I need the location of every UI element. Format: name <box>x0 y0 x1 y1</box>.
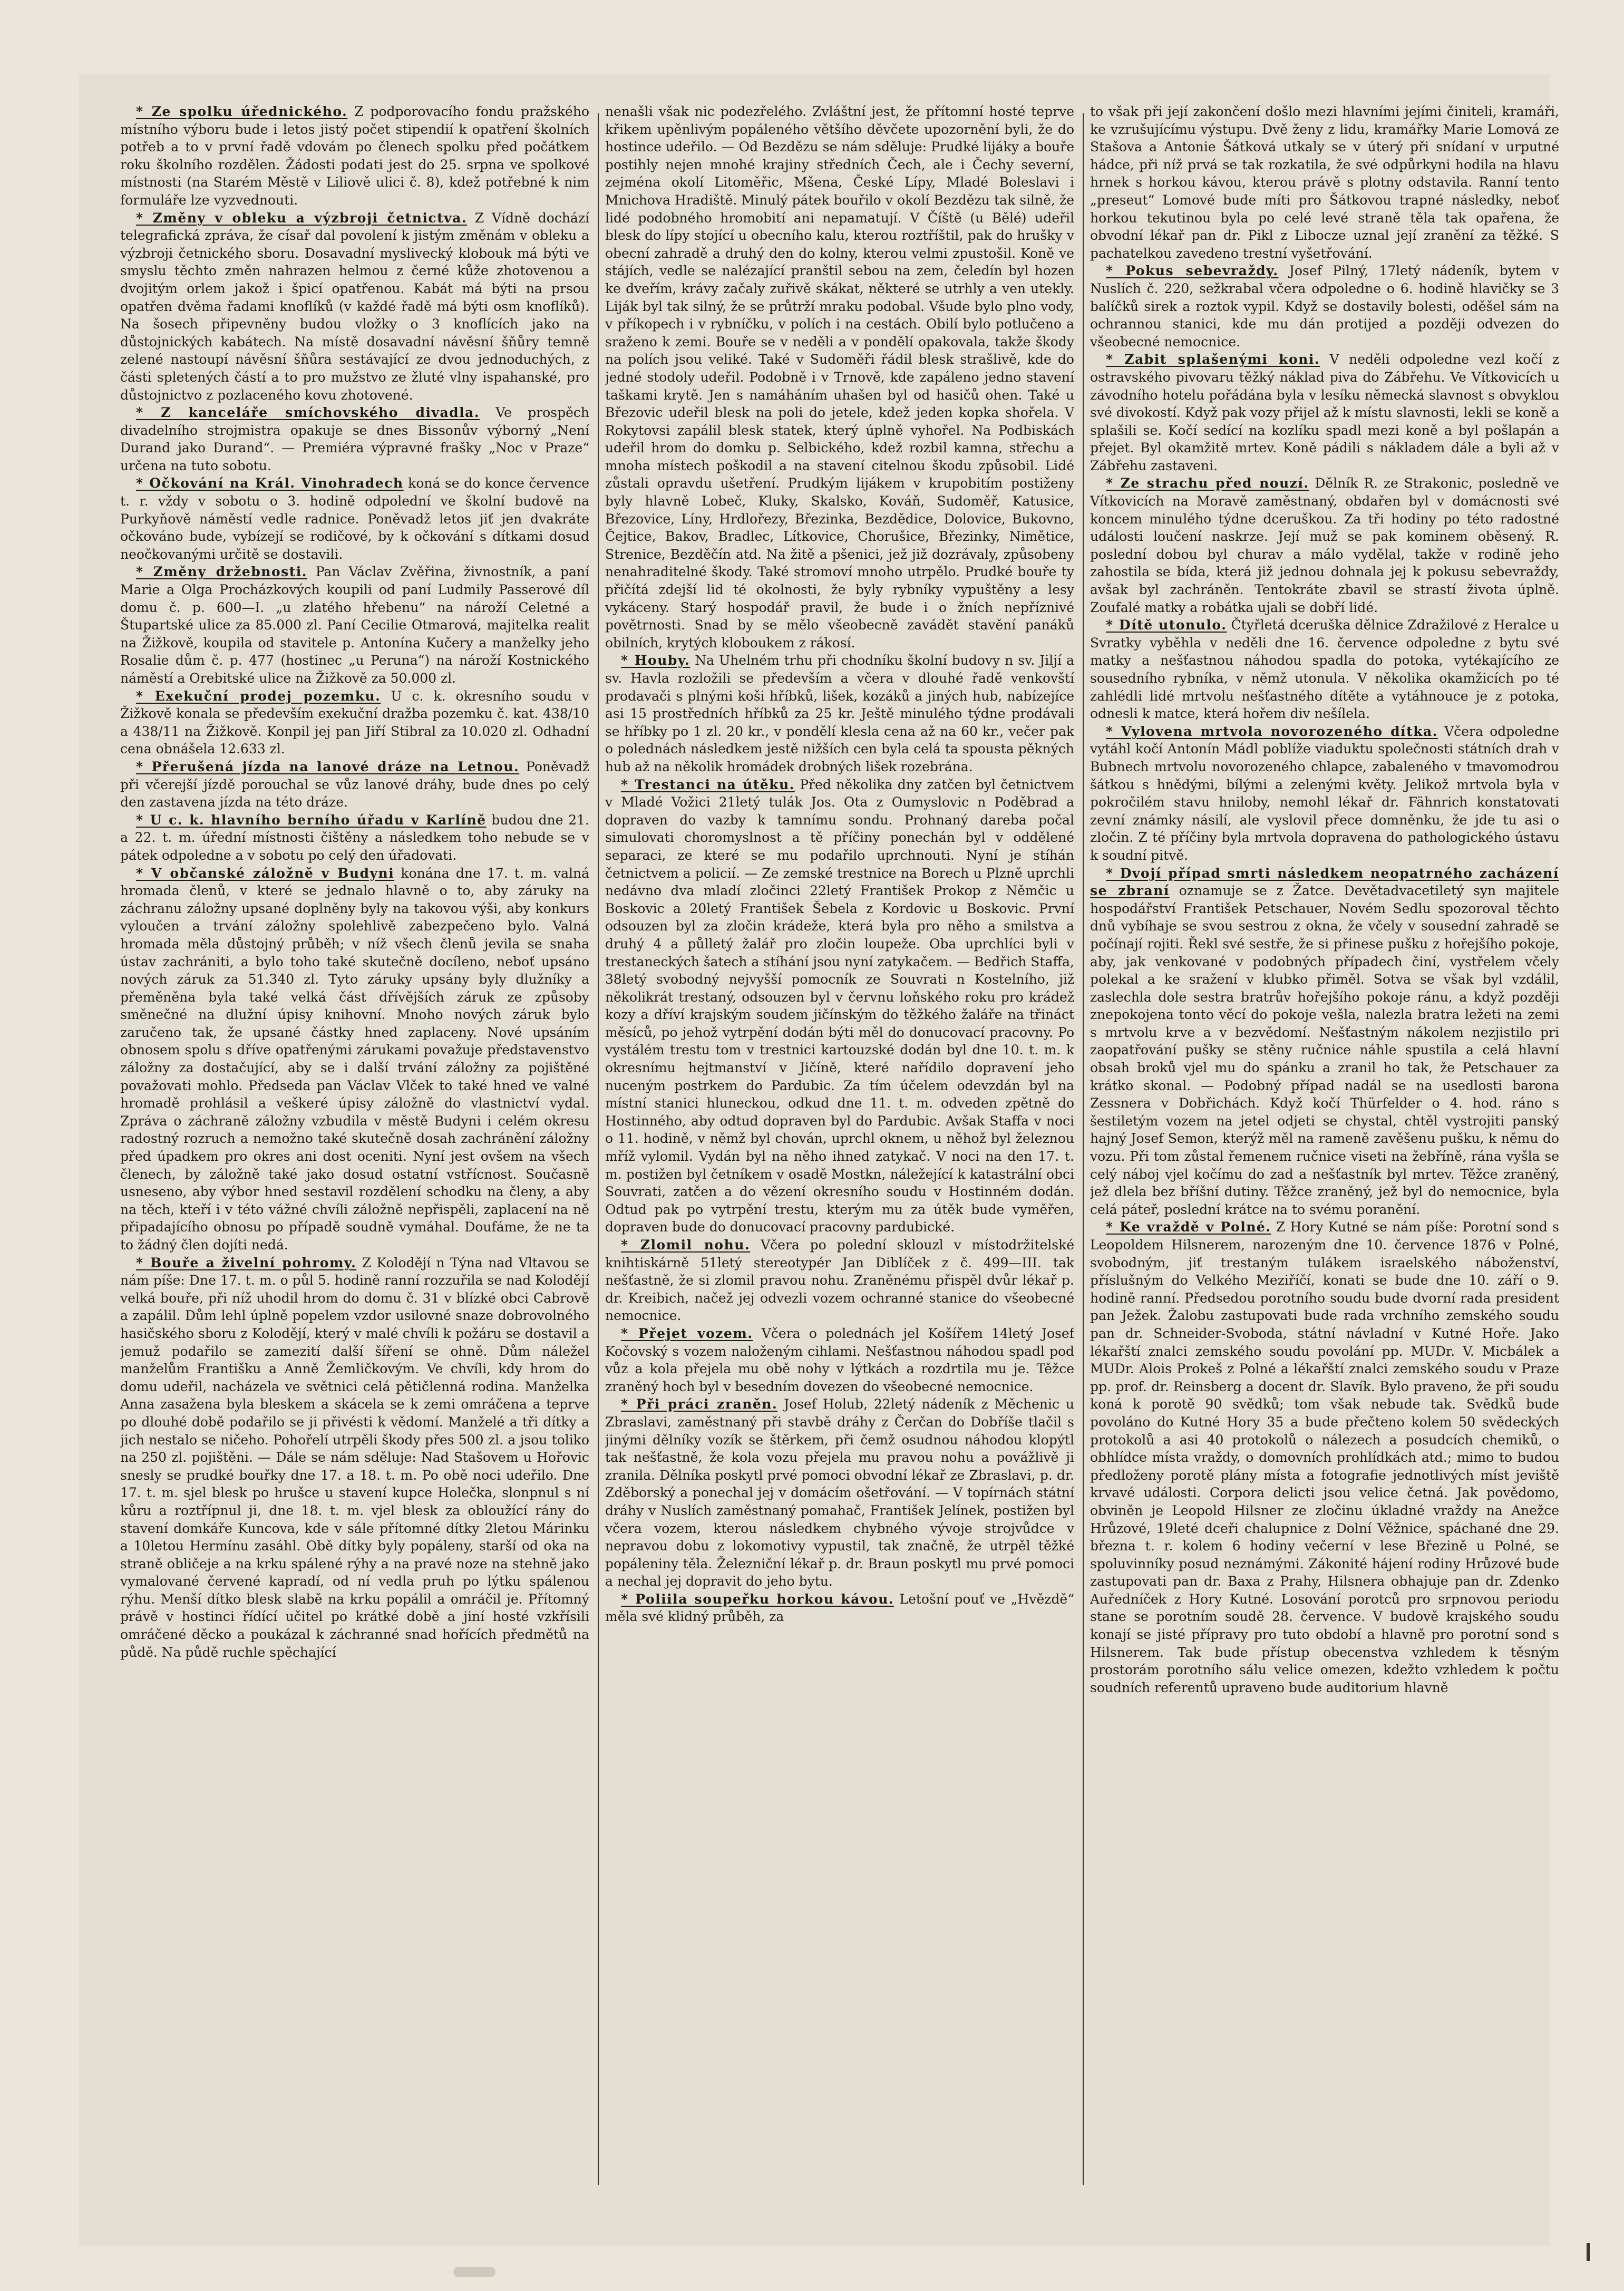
text-column-3 <box>1090 103 1559 2190</box>
article-text: budou dne 21. a 22. t. m. úřední místnosti čištěny a následkem toho nebude se v pátek odpoledne a v sobotu po celý den úřadovati. <box>120 812 589 863</box>
article-headline: * Změny držebnosti. <box>136 564 307 580</box>
article-text: konána dne 17. t. m. valná hromada členů, v které se jednalo hlavně o to, aby záruky na záchranu záložny upsané doplněny byly na takovou výši, aby konkurs vyloučen a trvání záložny spolehlivě zabezpečeno bylo. Valná hromada měla důstojný průběh; v níž všech členů jevila se snaha ústav zachrániti, a bylo toho také skutečně docíleno, neboť upsáno nových záruk za 51.340 zl. Tyto záruky upsány byly dlužníky a přeměněna byla také velká část dřívějších záruk ze způsoby směnečné na dlužní úpisy knihovní. Mnoho nových záruk bylo zaručeno tak, že upsané částky hned zaplaceny. Nové upsáním obnosem spolu s dříve opatřenými zárukami považuje představenstvo záložny za dostačující, aby se i další trvání záložny za pojištěné považovati mohlo. Předseda pan Václav Vlček to také hned ve valné hromadě prohlásil a veškeré úpisy záložně do vlastnictví vydal. Zpráva o záchraně záložny vzbudila v městě Budyni i celém okresu radostný rozruch a nemožno také skutečně dosah zachránění záložny před úpadkem pro okres ani dost oceniti. Nyní jest ovšem na všech členech, by záložně také jako dosud ostatní vstřícnost. Současně usneseno, aby výbor hned sestavil rozdělení schodku na členy, a aby na těch, kteří i v této vážné chvíli záložně nepřispěli, zaplacení na ně připadajícího obnosu po případě soudně vymáhal. Doufáme, že ne ta to žádný člen dojíti nedá. <box>120 865 589 1253</box>
article-headline: * Houby. <box>621 653 691 668</box>
article-text: Josef Holub, 22letý nádeník z Měchenic u Zbraslavi, zaměstnaný při stavbě dráhy z Čerčan do Dobříše tlačil s jinými dělníky vozík se štěrkem, při čemž osudnou náhodou klopýtl tak nešťastně, že kola vozu přejela mu pravou nohu a povážlivě ji zranila. Dělníka poskytl prvé pomoci obvodní lékař ze Zbraslavi, p. dr. Zděborský a ponechal jej v domácím ošetřování. — V topírnách státní dráhy v Nuslích zaměstnaný pomahač, František Jelínek, postižen byl včera vozem, kterou následkem chybného vývoje strojvůdce v nepravou dobu z lokomotivy vypustil, tak značně, že utrpěl těžké popáleniny těla. Železniční lékař p. dr. Braun poskytl mu prvé pomoci a nechal jej dopravit do jeho bytu. <box>605 1396 1074 1589</box>
news-article <box>1090 616 1559 723</box>
article-headline: * Exekuční prodej pozemku. <box>136 688 381 704</box>
news-article <box>605 103 1074 652</box>
news-article <box>1090 723 1559 865</box>
article-headline: * Bouře a živelní pohromy. <box>136 1255 357 1270</box>
article-text: Čtyřletá dceruška dělnice Zdražilové z Heralce u Svratky vyběhla v neděli dne 16. července odpoledne z bytu své matky a nešťastnou náhodou spadla do potoka, vytékajícího ze sousedního rybníka, v němž utonula. V několika okamžicích po té zahlédli lidé mrtvolu nešťastného dítěte a vytáhnouce je z potoka, odnesli k matce, která hořem div nešílela. <box>1090 617 1559 722</box>
article-headline: * Očkování na Král. Vinohradech <box>136 475 404 491</box>
news-article <box>1090 1218 1559 1696</box>
article-headline: * Z kanceláře smíchovského divadla. <box>136 405 480 421</box>
ink-smudge <box>453 2267 495 2277</box>
news-article <box>605 1395 1074 1590</box>
article-headline: * Ze spolku úřednického. <box>136 104 348 119</box>
article-headline: * Přerušená jízda na lanové dráze na Letnou. <box>136 759 520 774</box>
article-headline: * Při práci zraněn. <box>621 1396 778 1412</box>
article-text: koná se do konce července t. r. vždy v sobotu o 3. hodině odpolední ve školní budově na Purkyňově náměstí vedle radnice. Poněvadž letos jiť jen dvakráte očkováno bude, vybízejí se rodičové, by k očkování s dítkami dosud neočkovanými určitě se dostavili. <box>120 475 589 562</box>
article-text: V neděli odpoledne vezl kočí z ostravského pivovaru těžký náklad piva do Zábřehu. Ve Vítkovicích u závodního hotelu pořádána byla v lesíku německá slavnost s obvyklou své divokostí. Když pak vozy přijel až k místu slavnosti, lekli se koně a splašili se. Kočí sedící na kozlíku spadl mezi koně a byl pošlapán a přejet. Byl okamžitě mrtev. Koně pádili s nákladem dále a byli až v Zábřehu zastaveni. <box>1090 352 1559 473</box>
article-text: Ve prospěch divadelního strojmistra opakuje se dnes Bissonův výborný „Není Durand jako Durand“. — Premiéra výpravné frašky „Noc v Praze“ určena na tuto sobotu. <box>120 405 589 473</box>
article-headline: * U c. k. hlavního berního úřadu v Karlíně <box>136 812 487 828</box>
article-text: Z podporovacího fondu pražského místního výboru bude i letos jistý počet stipendií k opatření školních potřeb a to v první řadě vdovám po členech spolku před počátkem roku školního rozdělen. Žádosti podati jest do 25. srpna ve spolkové místnosti (na Starém Městě v Liliově ulici č. 8), kdež potřebné k nim formuláře lze vyzvednouti. <box>120 104 589 208</box>
margin-mark <box>1587 2243 1590 2261</box>
article-text: to však při její zakončení došlo mezi hlavními jejími činiteli, kramáři, ke vzrušujícímu výstupu. Dvě ženy z lidu, kramářky Marie Lomová ze Stašova a Antonie Šátková utkaly se v úterý při snídaní v urputné hádce, při níž prvá se tak rozkatila, že své odpůrkyni hodila na hlavu hrnek s horkou kávou, kterou právě s plotny odstavila. Ranní tento „preseut“ Lomové bude míti pro Šátkovou trapné následky, neboť horkou tekutinou byla po celé levé straně těla tak opařena, že obvodní lékař pan dr. Pikl z Libocze uznal její zranění za těžké. S pachatelkou zavedeno trestní vyšetřování. <box>1090 104 1559 261</box>
article-headline: * Zlomil nohu. <box>621 1237 751 1253</box>
article-text: Josef Pilný, 17letý nádeník, bytem v Nuslích č. 220, sežkrabal včera odpoledne o 6. hodině hlavičky se 3 balíčků sirek a roztok vypil. Když se dostavily bolesti, oděšel sám na ochrannou stanici, kde mu dán protijed a později odvezen do všeobecné nemocnice. <box>1090 263 1559 350</box>
article-text: oznamuje se z Žatce. Devětadvacetiletý syn majitele hospodářství František Petschauer, Novém Sedlu spozoroval těchto dnů vybíhaje se svou sestrou z okna, že včely v sousední zahradě se počínají rojiti. Řekl své sestře, že si přinese pušku z hořejšího pokoje, aby, jak venkované v podobných případech činí, vystřelem včely polekal a ke sražení v klubko přiměl. Sotva se však byl vzdálil, zaslechla dole sestra bratrův hořejšího pokoje ránu, a když později znepokojena tonto věcí do pokoje vešla, nalezla bratra ležeti na zemi s mrtvolu krve a v bezvědomí. Nešťastným nákolem nezjistilo pri zaopatřování pušky se stěny ručnice náhle spustila a celá hlavní obsah broků vjel mu do spánku a zranil ho tak, že Petschauer za krátko skonal. — Podobný případ nadál se na usedlosti barona Zessnera v Dobřichách. Když kočí Thürfelder o 4. hod. ráno s šestiletým vozem na jetel odjeti se chystal, chtěl vystrojiti panský hajný Josef Semon, kterýž měl na rameně zavěšenu pušku, k němu do vozu. Při tom zůstal řemenem ručnice viseti na žebříně, rána vyšla se celý náboj vjel kočímu do zad a nešťastník byl mrtev. Těžce zraněný, jež dlela bez bříšní dutiny. Těžce zraněný, jež byl do nemocnice, byla celá páteř, poslední krátce na to svému poranění. <box>1090 883 1559 1217</box>
article-text: Pan Václav Zvěřina, živnostník, a paní Marie a Olga Procházkových koupili od paní Ludmily Passerové díl domu č. p. 600—I. „u zlatého hřebenu“ na nároží Celetné a Štupartské ulice za 85.000 zl. Paní Cecilie Otmarová, majitelka realit na Žižkově, koupila od stavitele p. Antonína Kučery a manželky jeho Rosalie dům č. p. 477 (hostinec „u Peruna“) na nároží Kostnického náměstí a Orebitské ulice na Žižkově za 50.000 zl. <box>120 564 589 686</box>
news-article <box>120 209 589 404</box>
article-text: Z Hory Kutné se nám píše: Porotní sond s Leopoldem Hilsnerem, narozeným dne 10. července 1876 v Polné, svobodným, jiť trestaným tulákem israelského náboženství, příslušným do Velkého Meziříčí, konati se bude dne 10. září o 9. hodině ranní. Předsedou porotního soudu bude dvorní rada president pan Ježek. Žalobu zastupovati bude rada vrchního zemského soudu pan dr. Schneider-Svoboda, státní návladní v Kutné Hoře. Jako lékařští znalci zemského soudu povolání pp. MUDr. V. Micbálek a MUDr. Alois Prokeš z Polné a lékařští znalci zemského soudu v Praze pp. prof. dr. Reinsberg a docent dr. Slavík. Bylo praveno, že při soudu koná k porotě 90 svědků; tom však nebude tak. Svědků bude povoláno do Kutné Hory 35 a bude přečteno kolem 50 svědeckých protokolů a asi 40 protokolů o nálezech a posudcích chemiků, o obhlídce místa vraždy, o domovních prohlídkách atd.; mimo to budou předloženy porotě plány místa a fotografie jednotlivých míst jeviště krvavé události. Corpora delicti jsou velice četná. Jak povědomo, obviněn je Leopold Hilsner ze zločinu úkladné vraždy na Anežce Hrůzové, 19leté dceři chalupnice z Dolní Věžnice, spáchané dne 29. března t. r. kolem 6 hodiny večerní v lese Březině u Polné, se spoluvinníky posud neznámými. Zákonité hájení rodiny Hrůzové bude zastupovati pan dr. Baxa z Prahy, Hilsnera obhajuje pan dr. Zdenko Auředníček z Hory Kutné. Losování porotců pro srpnovou periodu stane se porotním soudě 28. července. V budově krajského soudu konají se jisté přípravy pro tuto období a hlavně pro porotní sond s Hilsnerem. Tak bude přístup obecenstva vzhledem k těsným prostorám porotního sálu velice omezen, kdežto vzhledem k počtu soudních referentů upraveno bude auditorium hlavně <box>1090 1219 1559 1695</box>
article-text: U c. k. okresního soudu v Žižkově konala se především exekuční dražba pozemku č. kat. 438/10 a 438/11 na Žižkově. Konpil jej pan Jiří Stibral za 10.020 zl. Odhadní cena obnášela 12.633 zl. <box>120 688 589 757</box>
article-text: nenašli však nic podezřelého. Zvláštní jest, že přítomní hosté teprve křikem upěnlivým popáleného většího děvčete upozornění byli, že do hostince udeřilo. — Od Bezdězu se nám sděluje: Prudké lijáky a bouře postihly nejen mnohé krajiny středních Čech, ale i Čechy severní, zejména okolí Litoměřic, Mšena, České Lípy, Mladé Boleslavi i Mnichova Hradiště. Minulý pátek bouřilo v okolí Bezdězu tak silně, že lidé podobného hromobití ani nepamatují. V Číště (u Bělé) udeřil blesk do lípy stojící u obecního kalu, kterou roztříštil, pak do hrušky v obecní zahradě a druhý den do kolny, kterou velmi zpustošil. Koně ve stájích, vedle se nalézající pranštil sebou na zem, čeledín byl hozen ke dveřím, krávy začaly zuřivě skákat, některé se utrhly a ven utekly. Liják byl tak silný, že se průtrží mraku podobal. Všude bylo plno vody, v příkopech i v rybníčku, v polích i na cestách. Obilí bylo potlučeno a sraženo k zemi. Bouře se v neděli a v pondělí opakovala, takže škody na polích jsou veliké. Také v Sudoměři řádil blesk strašlivě, kde do jedné stodoly udeřil. Podobně i v Trnově, kde zapáleno jedno stavení taškami krytě. Jen s namáháním uhašen byl od hasičů ohen. Také u Březovic udeřil blesk na poli do jetele, kdež jeden kopka shořela. V Rokytovsi zapálil blesk statek, který úplně vyhořel. Na Podbiskách udeřil hrom do domku p. Selbického, kdež rozbil kamna, střechu a mnoha místech poškodil a na stavení citelnou škodu způsobil. Lidé zůstali opravdu ušetření. Prudkým lijákem v krupobitím postiženy byly hlavně Lobeč, Kluky, Skalsko, Kováň, Sudoměř, Katusice, Březovice, Líny, Hrdlořezy, Březinka, Bezdědice, Dolovice, Bukovno, Čejtice, Bakov, Bradlec, Lítkovice, Chorušice, Březinky, Nimětice, Strenice, Bezděčín atd. Na žitě a pšenici, jež již dozrávaly, způsobeny nenahraditelné škody. Také stromoví mnoho utrpělo. Prudké bouře ty přičítá zdejší lid té okolnosti, že byly rybníky vypuštěny a lesy vykáceny. Starý hospodář pravil, že bude i o žních nepříznivé povětrnosti. Snad by se mělo všeobecně zavádět stavění panáků obilních, krytých kloboukem z rákosí. <box>605 104 1074 651</box>
article-headline: * Pokus sebevraždy. <box>1106 263 1279 279</box>
news-article <box>120 687 589 758</box>
news-article <box>120 1254 589 1662</box>
article-text: Poněvadž při včerejší jízdě porouchal se vůz lanové dráhy, bude dnes po celý den zastavena jízda na této dráze. <box>120 759 589 810</box>
article-headline: * Změny v obleku a výzbroji četnictva. <box>136 210 468 226</box>
news-article <box>1090 262 1559 351</box>
news-article <box>120 404 589 474</box>
news-article <box>1090 865 1559 1219</box>
article-headline: * Ze strachu před nouzí. <box>1106 475 1309 491</box>
news-article <box>120 103 589 209</box>
article-text: Letošní pouť ve „Hvězdě“ měla své klidný průběh, za <box>605 1591 1074 1625</box>
article-headline: * Trestanci na útěku. <box>621 776 795 792</box>
article-headline: * Přejet vozem. <box>621 1325 753 1341</box>
news-article <box>1090 474 1559 616</box>
news-article <box>1090 103 1559 262</box>
news-article <box>120 865 589 1254</box>
news-article <box>120 758 589 811</box>
article-headline: * Dítě utonulo. <box>1106 617 1227 633</box>
article-text: Včera o polednách jel Košířem 14letý Josef Kočovský s vozem naloženým cihlami. Nešťastnou náhodou spadl pod vůz a kola přejela mu obě nohy v lýtkách a rozdrtila mu je. Těžce zraněný hoch byl v besedním dovezen do všeobecné nemocnice. <box>605 1325 1074 1394</box>
news-article <box>120 811 589 865</box>
news-article <box>120 563 589 687</box>
news-article <box>605 1236 1074 1325</box>
news-article <box>1090 351 1559 474</box>
article-headline: * Zabit splašenými koni. <box>1106 352 1320 367</box>
column-rule <box>1083 113 1084 2185</box>
article-headline: * Vylovena mrtvola novorozeného dítka. <box>1106 723 1438 739</box>
news-article <box>605 652 1074 775</box>
article-headline: * V občanské záložně v Budyni <box>136 865 395 881</box>
news-article <box>605 1325 1074 1395</box>
text-column-1 <box>120 103 589 2190</box>
article-text: Z Kolodějí n Týna nad Vltavou se nám píše: Dne 17. t. m. o půl 5. hodině ranní rozzuřila se nad Kolodějí velká bouře, při níž uhodil hrom do domu č. 31 v blízké obci Cabrově a zapálil. Dům lehl úplně popelem vzdor usilovné snaze dobrovolného hasičského sboru z Kolodějí, který v malé chvíli k požáru se dostavil a jemuž podařilo se zamezití další šíření se ohně. Dům náležel manželům Františku a Anně Žemličkovým. Ve chvíli, kdy hrom do domu udeřil, nacházela ve světnici celá pětičlenná rodina. Manželka Anna zasažena byla bleskem a skácela se k zemi omráčena a teprve po dlouhé době podařilo se ji přivésti k vědomí. Manželé a tři dítky a jich nestalo se ničeho. Pohořelí utrpěli škody přes 500 zl. a jsou toliko na 250 zl. pojištěni. — Dále se nám sděluje: Nad Stašovem u Hořovic snesly se prudké bouřky dne 17. a 18. t. m. Po obě noci udeřilo. Dne 17. t. m. sjel blesk po hrušce u stavení kupce Holečka, slonpnul s ní kůru a roztřípnul ji, dne 18. t. m. vjel blesk za obloužící rány do stavení domkáře Kuncova, kde v sále přítomné dítky 2letou Márinku a 10letou Hermínu zasáhl. Obě dítky byly popáleny, starší od oka na straně obličeje a na krku spálené rýhy a na pravé noze na stehně jako vymalované červené kapradí, od ní vedla pruh po lýtku spálenou rýhu. Menší dítko blesk slabě na krku popálil a omráčil je. Přítomný právě v hostinci řídící učitel po krátké době a jiní hosté vzkřísili omráčené děcko a poukázal k záchranné snad hořících předmětů na půdě. Na půdě ruchle spěchající <box>120 1255 589 1660</box>
news-article <box>605 776 1074 1236</box>
news-article <box>120 474 589 563</box>
article-text: Dělník R. ze Strakonic, posledně ve Vítkovicích na Moravě zaměstnaný, obdařen byl v domácnosti své koncem minulého týdne dceruškou. Za tři hodiny po této radostné události loučení naskrze. Její muž se pak kominem oběsený. R. poslední dobou byl churav a málo vydělal, takže v rodině jeho zahostila se bída, která již jednou dohnala jej k pokusu sebevraždy, avšak byl zachráněn. Tentokráte zbavil se strastí života úplně. Zoufalé matky a robátka ujali se dobří lidé. <box>1090 475 1559 615</box>
text-column-2 <box>605 103 1074 2190</box>
article-text: Včera odpoledne vytáhl kočí Antonín Mádl poblíže viaduktu společnosti státních drah v Bubnech mrtvolu novorozeného chlapce, zabaleného v tmavomodrou šátkou s hnědými, bílými a zelenými květy. Jelikož mrtvola byla v pokročilém stavu hniloby, nemohl lékař dr. Fähnrich konstatovati zevní známky násilí, ale vyslovil přece domněnku, že jde tu asi o zločin. Z té příčiny byla mrtvola dopravena do pathologického ústavu k soudní pitvě. <box>1090 723 1559 863</box>
article-headline: * Poliila soupeřku horkou kávou. <box>621 1591 894 1607</box>
column-rule <box>598 113 599 2185</box>
article-text: Před několika dny zatčen byl četnictvem v Mladé Vožici 21letý tulák Jos. Ota z Oumyslovic n Poděbrad a dopraven do vazby k tamnímu sondu. Prohnaný dareba počal simulovati choromyslnost a tě příčiny ponechán byl v oddělené separaci, ze které se mu podařilo uprchnouti. Nyní je stíhán četnictvem a policií. — Ze zemské trestnice na Borech u Plzně uprchli nedávno dva mladí zločinci 22letý František Prokop z Němčic u Boskovic a 20letý František Šebela z Kordovic u Boskovic. První odsouzen byl za zločin krádeže, která byla pro něho a smilstva a druhý 4 a půlletý žalář pro zločin loupeže. Oba uprchlíci byli v trestaneckých šatech a stíhání jsou nyní zatykačem. — Bedřich Staffa, 38letý svobodný nejvyšší pomocník ze Souvrati n Kostelního, již několikrát trestaný, odsouzen byl v červnu loňského roku pro krádež kozy a dříví krajským soudem jičínským do těžkého žaláře na třináct měsíců, po jehož vytrpění dodán býti měl do donucovací pracovny. Po vystálém trestu tom v trestnici kartouzské dodán byl dne 10. t. m. k okresnímu hejtmanství v Jičíně, které nařídilo dopravení jeho nuceným postrkem do Pardubic. Za tím účelem odevzdán byl na místní stanici hluneckou, odkud dne 11. t. m. odveden zpětně do Hostinného, aby odtud dopraven byl do Pardubic. Avšak Staffa v noci o 11. hodině, v němž byl chován, uprchl oknem, u něhož byl železnou mříž vylomil. Vydán byl na něho ihned zatykač. V noci na den 17. t. m. postižen byl četníkem v osadě Mostkn, náležející k katastrální obci Souvrati, zatčen a do vězení okresního soudu v Hostinném dodán. Odtud pak po vytrpění trestu, kterým mu za útěk bude vyměřen, dopraven bude do donucovací pracovny pardubické. <box>605 776 1074 1235</box>
article-text: Na Uhelném trhu při chodníku školní budovy n sv. Jiljí a sv. Havla rozložili se především a včera v dlouhé řadě venkovští prodavači s plnými koši hříbků, lišek, kozáků a jiných hub, nabízejíce asi 15 prostředních hříbků za 25 kr. Ještě minulého týdne prodávali se hříbky po 1 zl. 20 kr., v pondělí klesla cena až na 60 kr., večer pak o polednách následkem jestě nižších cen byla celá ta spousta pěkných hub až na několik hromádek drobných lišek rozebrána. <box>605 653 1074 774</box>
article-headline: * Dvojí případ smrti následkem neopatrného zacházení se zbraní <box>1090 865 1559 899</box>
article-text: Z Vídně dochází telegrafická zpráva, že císař dal povolení k jistým změnám v obleku a výzbroji četnického sboru. Dosavadní myslivecký klobouk má býti ve smyslu těchto změn nahrazen helmou z černé kůže zhotovenou a dvojitým orlem jakož i špicí opatřenou. Kabát má býti na prsou opatřen dvěma řadami knoflíků (v každé řadě má býti osm knoflíků). Na šosech připevněny budou vložky o 3 knoflících jako na důstojnických kabátech. Na místě dosavadní návěsní šňůry temně zelené nastoupí návěsní šňůra sestávající ze dvou jednoduchých, z části spletených částí a to pro mužstvo ze žluté vlny ispahanské, pro důstojnictvo z pozlaceného kovu zhotovené. <box>120 210 589 403</box>
news-article <box>605 1590 1074 1626</box>
article-text: Včera po polední sklouzl v místodržitelské knihtiskárně 51letý stereotypér Jan Diblíček z č. 499—III. tak nešťastně, že si zlomil pravou nohu. Zraněnému přispěl dvůr lékař p. dr. Kreibich, načež jej odvezli vozem ochranné stanice do všeobecné nemocnice. <box>605 1237 1074 1324</box>
article-headline: * Ke vraždě v Polné. <box>1106 1219 1271 1235</box>
